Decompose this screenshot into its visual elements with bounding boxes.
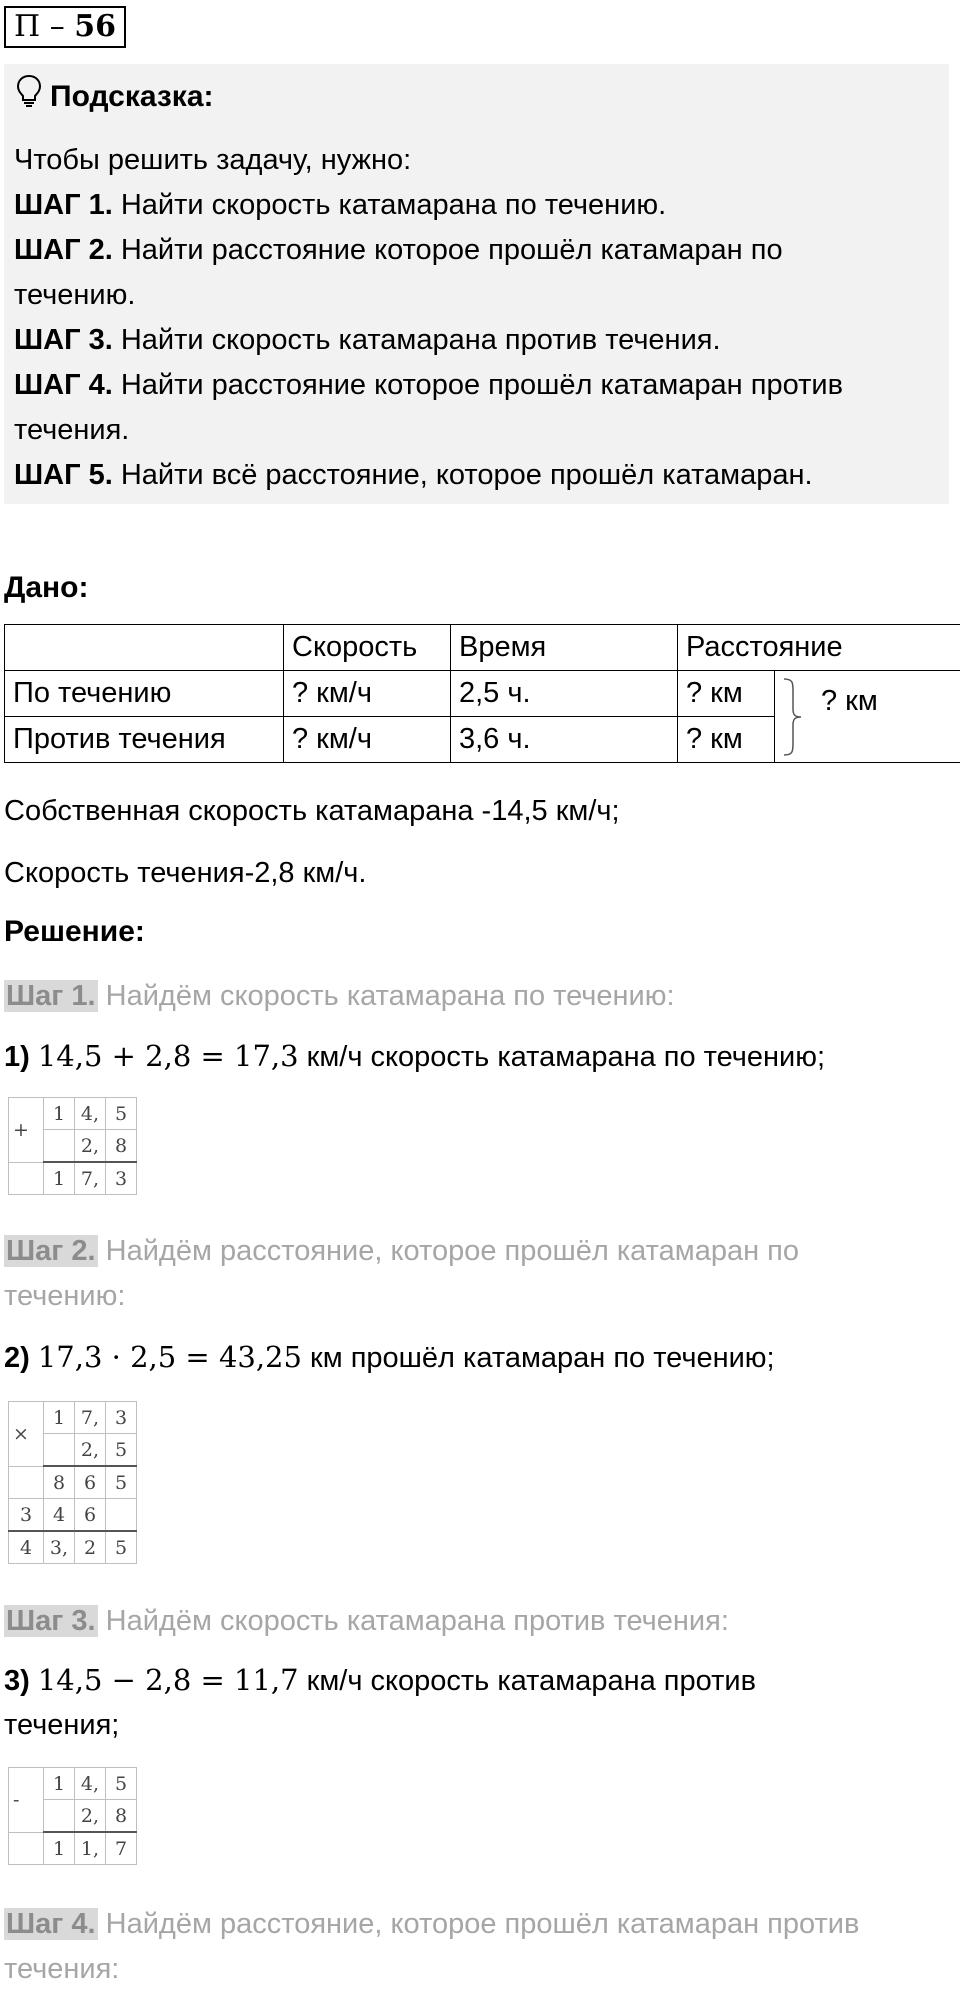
total-cell xyxy=(775,671,960,763)
step-2-equation: 2) 17,3 · 2,5 = 43,25 км прошёл катамаран по течению; xyxy=(4,1340,775,1374)
hint-title-text: Подсказка: xyxy=(50,79,214,113)
badge-dash: – xyxy=(49,9,65,44)
subtraction-column: - 1 4, 5 2, 8 1 1, 7 xyxy=(8,1767,137,1865)
hint-intro: Чтобы решить задачу, нужно: xyxy=(14,144,412,176)
table-cell: ? км/ч xyxy=(284,717,451,763)
table-cell: Против течения xyxy=(5,717,284,763)
own-speed-text: Собственная скорость катамарана -14,5 км/ч; xyxy=(4,795,620,827)
table-cell: ? км/ч xyxy=(284,671,451,717)
table-header-row xyxy=(5,625,960,671)
table-cell: 3,6 ч. xyxy=(451,717,678,763)
solution-title: Решение: xyxy=(4,915,145,948)
hint-step-5: ШАГ 5. Найти всё расстояние, которое прошёл катамаран. xyxy=(14,459,813,491)
lightbulb-icon xyxy=(16,74,42,119)
table-row xyxy=(5,671,960,717)
step-1-heading: Шаг 1. Найдём скорость катамарана по течению: xyxy=(6,980,675,1012)
step-3-equation-cont: течения; xyxy=(4,1709,120,1741)
table-cell: ? км xyxy=(678,671,775,717)
table-cell: 2,5 ч. xyxy=(451,671,678,717)
step-4-heading-cont: течения: xyxy=(4,1953,120,1985)
table-cell: ? км xyxy=(678,717,775,763)
curly-brace-icon xyxy=(781,677,803,757)
table-header-cell xyxy=(5,625,284,671)
hint-box xyxy=(4,64,949,504)
hint-step-3: ШАГ 3. Найти скорость катамарана против течения. xyxy=(14,324,721,356)
given-title: Дано: xyxy=(4,571,89,604)
step-2-heading-cont: течению: xyxy=(4,1280,126,1312)
total-distance: ? км xyxy=(821,685,878,717)
step-2-heading: Шаг 2. Найдём расстояние, которое прошёл катамаран по xyxy=(6,1235,799,1267)
given-table xyxy=(4,624,960,763)
hint-step-4: ШАГ 4. Найти расстояние которое прошёл катамаран против xyxy=(14,369,843,401)
plus-sign: + xyxy=(9,1098,44,1163)
hint-step-1: ШАГ 1. Найти скорость катамарана по течению. xyxy=(14,189,667,221)
hint-step-4-cont: течения. xyxy=(14,414,130,446)
step-4-heading: Шаг 4. Найдём расстояние, которое прошёл катамаран против xyxy=(6,1908,860,1940)
task-number-badge xyxy=(4,6,126,48)
hint-step-2: ШАГ 2. Найти расстояние которое прошёл катамаран по xyxy=(14,234,783,266)
badge-letter: П xyxy=(14,9,41,44)
table-header-cell: Расстояние xyxy=(678,625,960,671)
table-header-cell: Время xyxy=(451,625,678,671)
step-3-equation: 3) 14,5 − 2,8 = 11,7 км/ч скорость катамарана против xyxy=(4,1663,756,1697)
times-sign: × xyxy=(9,1402,44,1467)
multiplication-column: × 1 7, 3 2, 5 8 6 5 3 4 6 4 3, 2 5 xyxy=(8,1401,137,1564)
table-cell: По течению xyxy=(5,671,284,717)
step-1-equation: 1) 14,5 + 2,8 = 17,3 км/ч скорость катамарана по течению; xyxy=(4,1039,826,1073)
hint-step-2-cont: течению. xyxy=(14,279,136,311)
current-speed-text: Скорость течения-2,8 км/ч. xyxy=(4,857,367,889)
minus-sign: - xyxy=(9,1768,44,1833)
addition-column: + 1 4, 5 2, 8 1 7, 3 xyxy=(8,1097,137,1195)
table-header-cell: Скорость xyxy=(284,625,451,671)
badge-number: 56 xyxy=(74,9,117,44)
step-3-heading: Шаг 3. Найдём скорость катамарана против течения: xyxy=(6,1605,729,1637)
hint-title xyxy=(16,74,214,119)
